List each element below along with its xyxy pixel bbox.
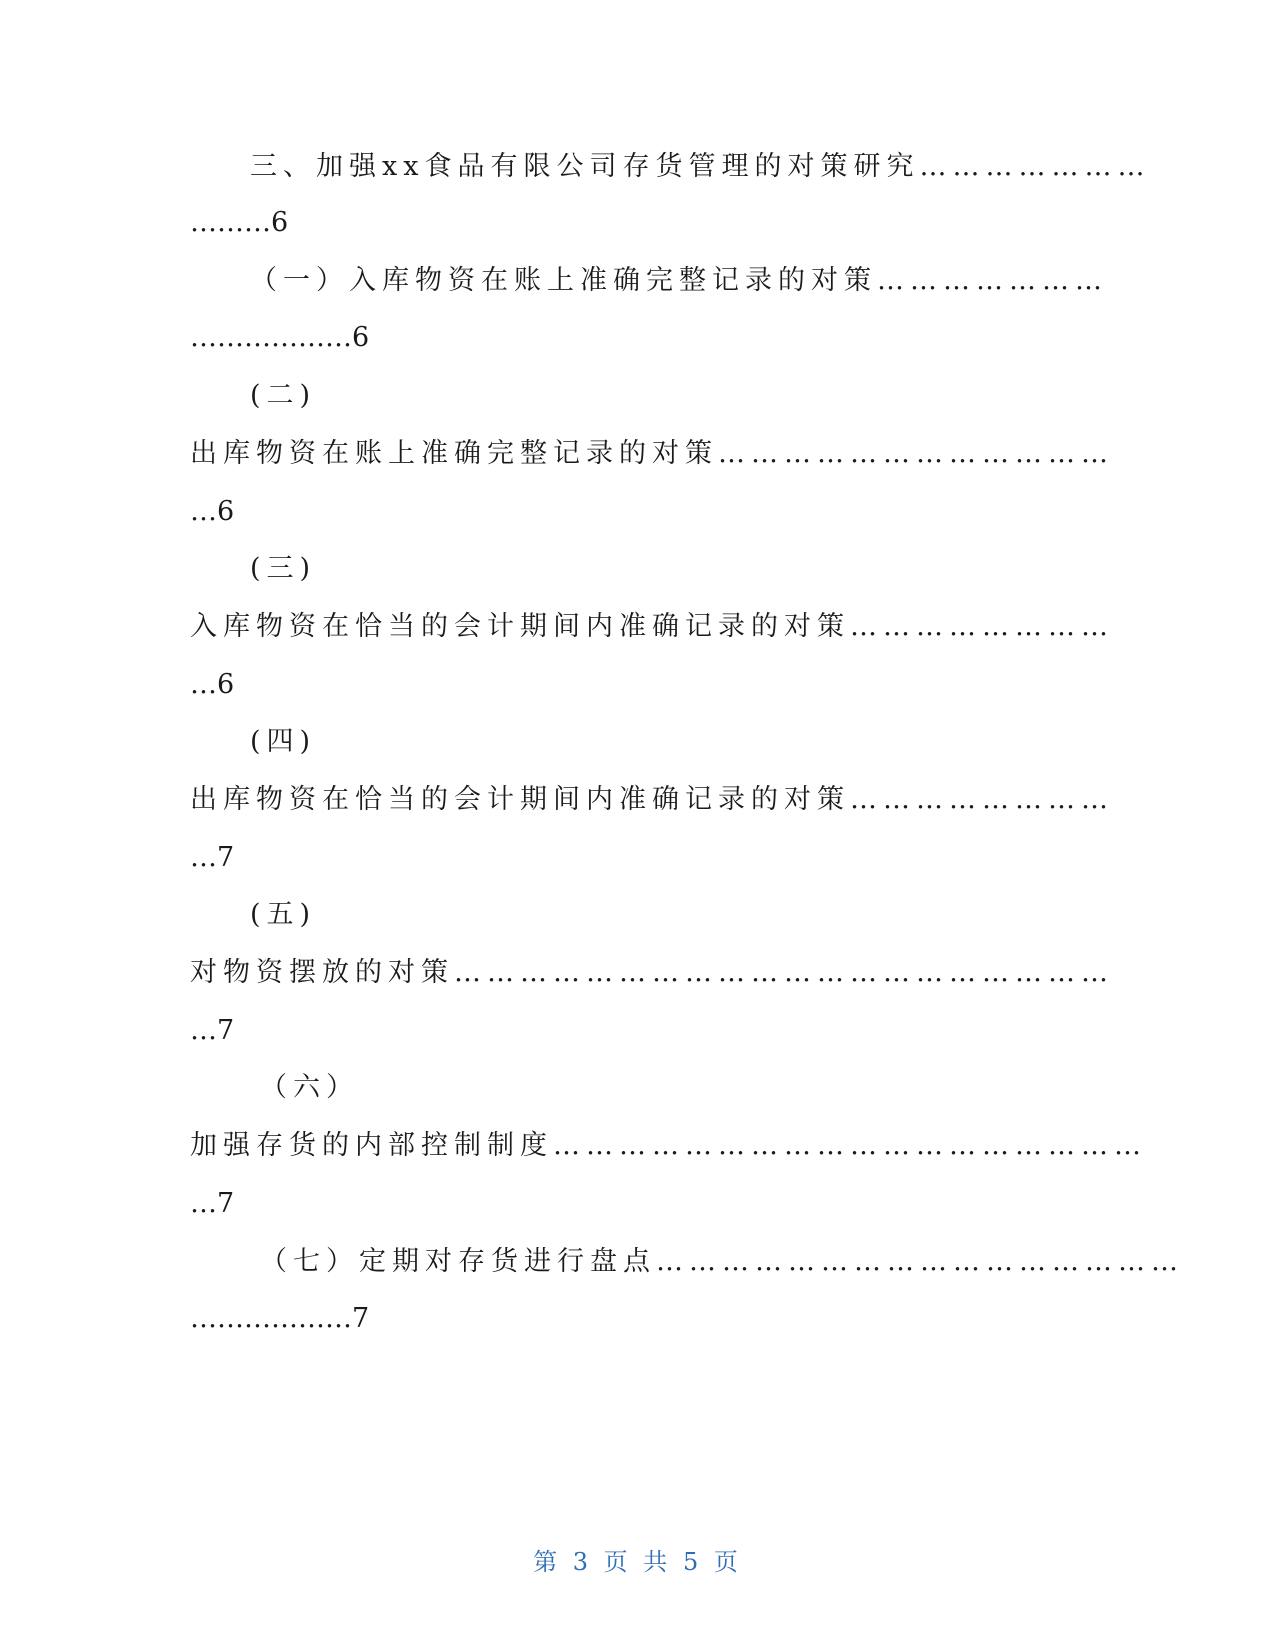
toc-entry-3-3-page: …6 [190, 669, 235, 700]
toc-entry-3-6-line1: 加强存货的内部控制制度……………………………………………… [190, 1130, 1147, 1161]
toc-entry-3-4-page: …7 [190, 842, 235, 873]
toc-entry-3-6-heading: （六） [260, 1072, 359, 1103]
toc-entry-3-4-line1: 出库物资在恰当的会计期间内准确记录的对策…………………… [190, 784, 1114, 815]
toc-entry-3-2-page: …6 [190, 496, 235, 527]
toc-entry-3-6-page: …7 [190, 1188, 235, 1219]
toc-entry-3-3-heading: (三) [250, 553, 317, 584]
toc-entry-3-7-page: ………………7 [190, 1303, 370, 1334]
toc-entry-3-line1: 三、加强xx食品有限公司存货管理的对策研究………………… [250, 151, 1151, 182]
toc-entry-3-5-heading: (五) [250, 899, 317, 930]
toc-entry-3-7-line1: （七）定期对存货进行盘点………………………………………… [260, 1246, 1184, 1277]
page-number-footer: 第 3 页 共 5 页 [533, 1548, 742, 1576]
toc-entry-3-4-heading: (四) [250, 726, 317, 757]
toc-entry-3-5-page: …7 [190, 1015, 235, 1046]
toc-entry-3-page: ………6 [190, 207, 289, 238]
toc-entry-3-2-line1: 出库物资在账上准确完整记录的对策……………………………… [190, 438, 1114, 469]
toc-entry-3-1-line1: （一）入库物资在账上准确完整记录的对策………………… [250, 265, 1108, 296]
toc-entry-3-3-line1: 入库物资在恰当的会计期间内准确记录的对策…………………… [190, 611, 1114, 642]
toc-entry-3-2-heading: (二) [250, 380, 317, 411]
toc-entry-3-1-page: ………………6 [190, 322, 370, 353]
toc-entry-3-5-line1: 对物资摆放的对策…………………………………………………… [190, 957, 1114, 988]
